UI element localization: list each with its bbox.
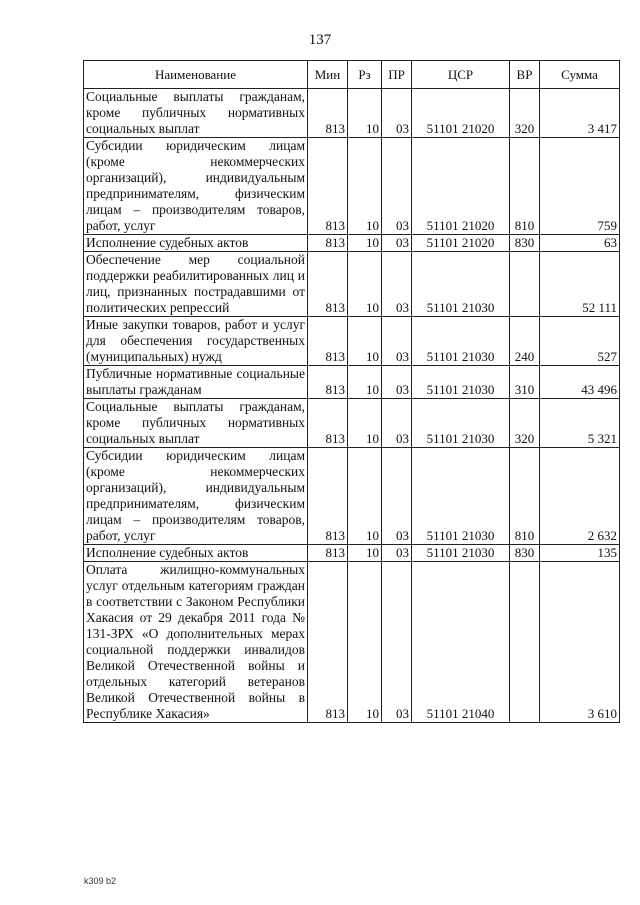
cell-csr: 51101 21030 [412, 366, 510, 399]
cell-csr: 51101 21020 [412, 138, 510, 235]
cell-rz: 10 [348, 448, 382, 545]
cell-name: Публичные нормативные социальные выплаты гражданам [84, 366, 308, 399]
header-row [84, 61, 620, 89]
cell-min: 813 [308, 448, 348, 545]
cell-vr: 810 [510, 448, 540, 545]
cell-vr: 320 [510, 399, 540, 448]
cell-csr: 51101 21030 [412, 545, 510, 562]
cell-sum: 52 111 [540, 252, 620, 317]
table-row [84, 448, 620, 545]
cell-csr: 51101 21030 [412, 448, 510, 545]
cell-sum: 43 496 [540, 366, 620, 399]
cell-pr: 03 [382, 317, 412, 366]
cell-name: Оплата жилищно-коммунальных услуг отдельным категориям граждан в соответствии с Законом Республики Хакасия от 29 декабря 2011 года № 131-ЗРХ «О дополнительных мерах социальной поддержки инвалидов Великой Отечественной войны и отдельных категорий ветеранов Великой Отечественной войны в Республике Хакасия» [84, 562, 308, 723]
cell-pr: 03 [382, 366, 412, 399]
cell-rz: 10 [348, 562, 382, 723]
cell-sum: 135 [540, 545, 620, 562]
cell-name: Исполнение судебных актов [84, 235, 308, 252]
header-sum: Сумма [540, 61, 620, 89]
cell-rz: 10 [348, 545, 382, 562]
table-row [84, 138, 620, 235]
table-row [84, 562, 620, 723]
cell-sum: 63 [540, 235, 620, 252]
cell-name: Субсидии юридическим лицам (кроме некоммерческих организаций), индивидуальным предпринимателям, физическим лицам – производителям товаров, работ, услуг [84, 448, 308, 545]
cell-csr: 51101 21030 [412, 317, 510, 366]
table-row [84, 235, 620, 252]
budget-table [83, 60, 620, 723]
cell-csr: 51101 21020 [412, 89, 510, 138]
header-vr: ВР [510, 61, 540, 89]
header-rz: Рз [348, 61, 382, 89]
cell-vr: 240 [510, 317, 540, 366]
cell-name: Обеспечение мер социальной поддержки реабилитированных лиц и лиц, признанных пострадавшими от политических репрессий [84, 252, 308, 317]
table-row [84, 399, 620, 448]
page-number: 137 [308, 32, 332, 48]
cell-min: 813 [308, 89, 348, 138]
cell-rz: 10 [348, 252, 382, 317]
table-row [84, 366, 620, 399]
table-header [84, 61, 620, 89]
cell-min: 813 [308, 545, 348, 562]
cell-min: 813 [308, 399, 348, 448]
cell-pr: 03 [382, 252, 412, 317]
cell-rz: 10 [348, 89, 382, 138]
cell-name: Социальные выплаты гражданам, кроме публичных нормативных социальных выплат [84, 399, 308, 448]
cell-vr [510, 252, 540, 317]
header-csr: ЦСР [412, 61, 510, 89]
cell-pr: 03 [382, 545, 412, 562]
cell-min: 813 [308, 138, 348, 235]
cell-min: 813 [308, 317, 348, 366]
cell-vr: 830 [510, 545, 540, 562]
cell-pr: 03 [382, 562, 412, 723]
cell-min: 813 [308, 235, 348, 252]
cell-sum: 3 610 [540, 562, 620, 723]
cell-vr: 830 [510, 235, 540, 252]
table-row [84, 545, 620, 562]
cell-sum: 527 [540, 317, 620, 366]
table-row [84, 89, 620, 138]
cell-csr: 51101 21040 [412, 562, 510, 723]
cell-name: Социальные выплаты гражданам, кроме публичных нормативных социальных выплат [84, 89, 308, 138]
cell-pr: 03 [382, 448, 412, 545]
footer-code: k309 b2 [84, 876, 117, 886]
cell-csr: 51101 21020 [412, 235, 510, 252]
cell-rz: 10 [348, 399, 382, 448]
cell-rz: 10 [348, 138, 382, 235]
cell-csr: 51101 21030 [412, 252, 510, 317]
table-row [84, 252, 620, 317]
cell-pr: 03 [382, 399, 412, 448]
table-row [84, 317, 620, 366]
cell-pr: 03 [382, 235, 412, 252]
cell-sum: 759 [540, 138, 620, 235]
cell-name: Субсидии юридическим лицам (кроме некоммерческих организаций), индивидуальным предпринимателям, физическим лицам – производителям товаров, работ, услуг [84, 138, 308, 235]
header-pr: ПР [382, 61, 412, 89]
cell-pr: 03 [382, 89, 412, 138]
cell-vr: 320 [510, 89, 540, 138]
table-body [84, 89, 620, 723]
cell-rz: 10 [348, 366, 382, 399]
header-min: Мин [308, 61, 348, 89]
cell-name: Исполнение судебных актов [84, 545, 308, 562]
cell-rz: 10 [348, 317, 382, 366]
header-name: Наименование [84, 61, 308, 89]
cell-min: 813 [308, 252, 348, 317]
cell-pr: 03 [382, 138, 412, 235]
cell-sum: 3 417 [540, 89, 620, 138]
cell-vr: 810 [510, 138, 540, 235]
cell-vr [510, 562, 540, 723]
cell-sum: 5 321 [540, 399, 620, 448]
cell-min: 813 [308, 366, 348, 399]
cell-csr: 51101 21030 [412, 399, 510, 448]
cell-sum: 2 632 [540, 448, 620, 545]
cell-name: Иные закупки товаров, работ и услуг для обеспечения государственных (муниципальных) нужд [84, 317, 308, 366]
cell-vr: 310 [510, 366, 540, 399]
cell-rz: 10 [348, 235, 382, 252]
cell-min: 813 [308, 562, 348, 723]
